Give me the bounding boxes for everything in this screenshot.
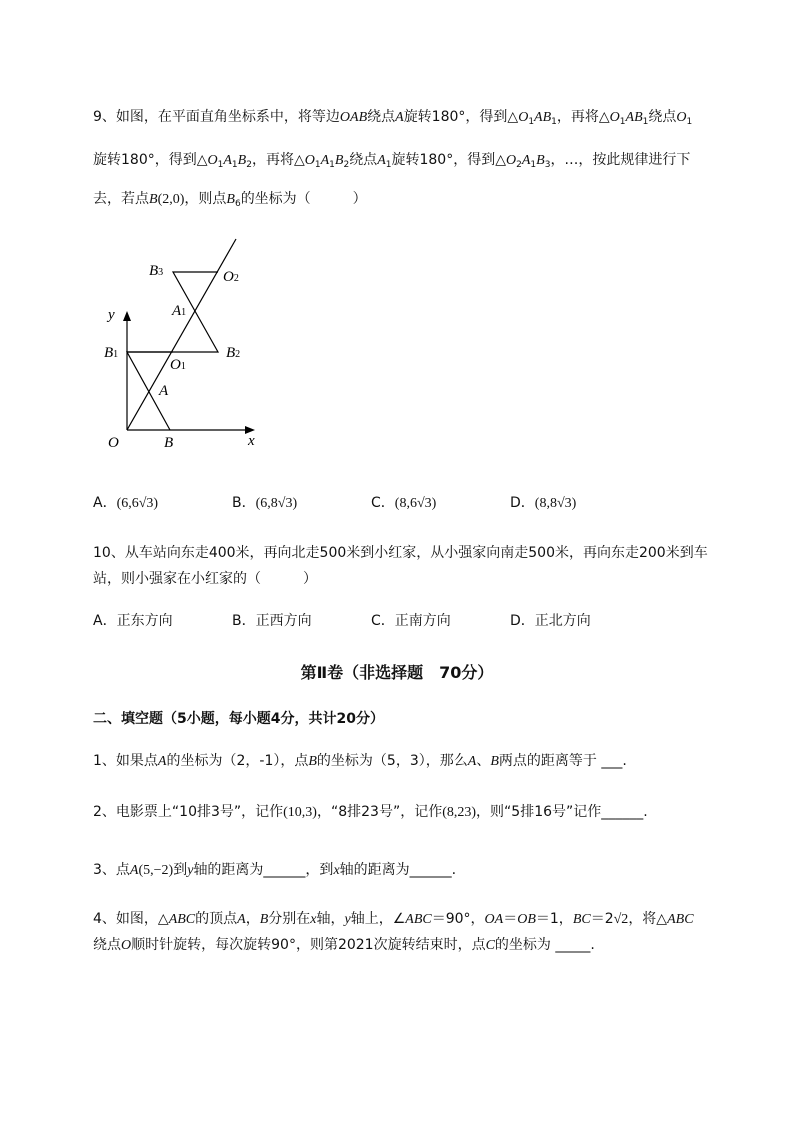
q9-option-a[interactable]: A．(6,6√3) <box>93 495 159 511</box>
label-o1: O1 <box>170 357 186 373</box>
q10-option-b[interactable]: B．正西方向 <box>232 613 312 629</box>
fill-q2: 2、电影票上“10排3号”，记作(10,3)，“8排23号”，记作(8,23)，则“5排16号”记作______. <box>93 804 648 820</box>
section-title: 第Ⅱ卷（非选择题 70分） <box>300 663 494 682</box>
label-b2: B2 <box>226 345 241 361</box>
label-b3: B3 <box>149 263 164 279</box>
label-b1: B1 <box>104 345 119 361</box>
q9-figure <box>95 235 295 455</box>
label-o: O <box>108 435 119 451</box>
q10-line-1: 10、从车站向东走400米，再向北走500米到小红家，从小强家向南走500米，再向东走200米到车 <box>93 545 708 561</box>
y-axis-arrow-icon <box>123 311 131 321</box>
label-y: y <box>108 307 115 323</box>
q10-line-2: 站，则小强家在小红家的（ ） <box>93 571 317 587</box>
q9-option-c[interactable]: C．(8,6√3) <box>371 495 437 511</box>
q9-option-b[interactable]: B．(6,8√3) <box>232 495 298 511</box>
fill-q1: 1、如果点A的坐标为（2，-1），点B的坐标为（5，3），那么A、B两点的距离等于 ___. <box>93 753 627 769</box>
q9-line-1: 9、如图，在平面直角坐标系中，将等边OAB绕点A旋转180°，得到$\triangle O_1AB_1$，再将$\triangle O_1AB_1$绕点$O_1$ <box>93 109 693 127</box>
fill-heading: 二、填空题（5小题，每小题4分，共计20分） <box>93 711 384 727</box>
q10-option-d[interactable]: D．正北方向 <box>510 613 591 629</box>
label-a: A <box>159 383 169 399</box>
fill-q3: 3、点A(5,−2)到y轴的距离为______，到x轴的距离为______. <box>93 862 457 878</box>
label-a1: A1 <box>172 303 187 319</box>
q10-option-c[interactable]: C．正南方向 <box>371 613 451 629</box>
label-x: x <box>248 433 255 449</box>
q9-line-2: 旋转180°，得到$\triangle O_1A_1B_2$，再将$\triangle O_1A_1B_2$绕点$A_1$旋转180°，得到$\triangle O_2A_1B_3$，…，按此规律进行下 <box>93 152 691 170</box>
q10-option-a[interactable]: A．正东方向 <box>93 613 173 629</box>
label-b: B <box>164 435 174 451</box>
q9-line-3: 去，若点B(2,0)，则点$B_6$的坐标为（ ） <box>93 191 367 209</box>
fill-q4-line-2: 绕点O顺时针旋转，每次旋转90°，则第2021次旋转结束时，点C的坐标为 _____. <box>93 937 595 953</box>
label-o2: O2 <box>223 269 239 285</box>
q9-option-d[interactable]: D．(8,8√3) <box>510 495 577 511</box>
diagonal-line <box>127 239 236 430</box>
fill-q4-line-1: 4、如图，△ABC的顶点A，B分别在x轴，y轴上，∠ABC＝90°，OA＝OB＝1，BC＝2√2，将△ABC <box>93 911 694 927</box>
